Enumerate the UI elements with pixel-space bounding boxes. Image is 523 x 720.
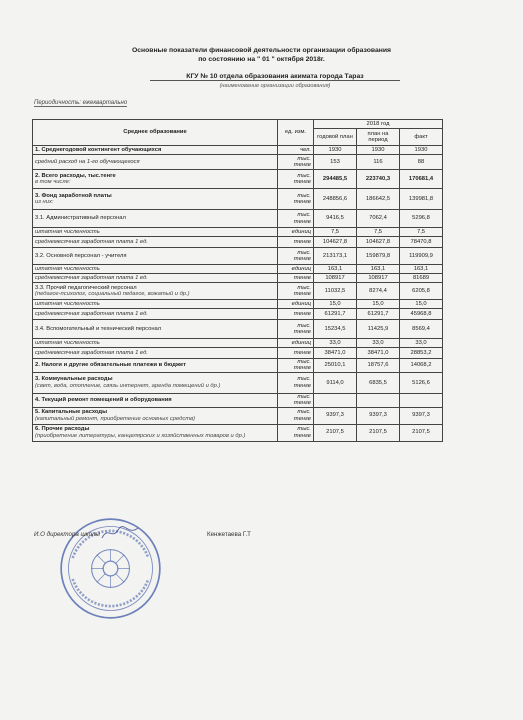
signature-scribble bbox=[100, 524, 140, 542]
row-value-v2: 18757,6 bbox=[357, 359, 400, 373]
table-row bbox=[33, 170, 443, 189]
table-row bbox=[33, 359, 443, 373]
header-year: 2018 год bbox=[314, 120, 443, 129]
row-label bbox=[33, 146, 278, 155]
row-value-v3: 33,0 bbox=[400, 339, 443, 348]
row-value-v3: 45968,8 bbox=[400, 309, 443, 320]
table-row bbox=[33, 348, 443, 359]
row-value-v3: 170681,4 bbox=[400, 170, 443, 189]
row-unit: тыс. тенге bbox=[278, 424, 314, 441]
row-label-note: (капитальный ремонт, приобретение основных средств) bbox=[35, 415, 196, 422]
row-value-v1: 11032,5 bbox=[314, 283, 357, 300]
header-annual-plan: годовой план bbox=[314, 129, 357, 146]
row-value-v2: 15,0 bbox=[357, 300, 400, 309]
row-value-v1: 9416,5 bbox=[314, 210, 357, 228]
row-value-v3: 2107,5 bbox=[400, 424, 443, 441]
row-label bbox=[33, 189, 278, 210]
table-row bbox=[33, 407, 443, 424]
row-value-v1: 15,0 bbox=[314, 300, 357, 309]
financial-table bbox=[32, 119, 443, 442]
table-row bbox=[33, 237, 443, 248]
table-row bbox=[33, 309, 443, 320]
periodicity-label: Периодичность: ежеквартально bbox=[34, 100, 128, 106]
table-row bbox=[33, 146, 443, 155]
row-label-text: 3.4. Вспомогательный и технический персонал bbox=[35, 325, 162, 332]
row-value-v2: 223740,3 bbox=[357, 170, 400, 189]
row-value-v1: 9114,0 bbox=[314, 372, 357, 393]
table-row bbox=[33, 265, 443, 274]
row-label bbox=[33, 309, 278, 320]
row-label-note: (свет, вода, отопление, связь интернет, аренда помещений и др.) bbox=[35, 382, 221, 389]
row-value-v1: 15234,5 bbox=[314, 320, 357, 339]
table-row bbox=[33, 320, 443, 339]
row-unit: тенге bbox=[278, 237, 314, 248]
row-unit: тыс. тенге bbox=[278, 170, 314, 189]
row-label bbox=[33, 348, 278, 359]
row-value-v2 bbox=[357, 393, 400, 407]
row-value-v3: 8569,4 bbox=[400, 320, 443, 339]
row-value-v1: 7,5 bbox=[314, 228, 357, 237]
row-label bbox=[33, 248, 278, 265]
row-value-v3: 28853,2 bbox=[400, 348, 443, 359]
row-label-text: среднемесячная заработная плата 1 ед. bbox=[35, 310, 148, 317]
table-row bbox=[33, 283, 443, 300]
table-row bbox=[33, 155, 443, 170]
header-name: Среднее образование bbox=[33, 120, 278, 146]
row-value-v3: 81689 bbox=[400, 274, 443, 283]
row-label bbox=[33, 283, 278, 300]
row-value-v2: 11425,9 bbox=[357, 320, 400, 339]
row-value-v2: 104627,8 bbox=[357, 237, 400, 248]
row-label bbox=[33, 170, 278, 189]
row-value-v2: 9397,3 bbox=[357, 407, 400, 424]
row-label bbox=[33, 274, 278, 283]
row-label bbox=[33, 320, 278, 339]
row-unit: тенге bbox=[278, 348, 314, 359]
row-label-text: штатная численность bbox=[35, 265, 100, 272]
row-label bbox=[33, 237, 278, 248]
row-label-text: 3. Коммунальные расходы bbox=[35, 376, 113, 383]
table-row bbox=[33, 274, 443, 283]
row-label-text: 3.1. Административный персонал bbox=[35, 215, 126, 222]
document-title-line1: Основные показатели финансовой деятельности организации образования bbox=[131, 47, 392, 54]
row-value-v2: 159879,8 bbox=[357, 248, 400, 265]
row-value-v1: 25010,1 bbox=[314, 359, 357, 373]
row-label bbox=[33, 407, 278, 424]
header-unit: ед. изм. bbox=[278, 120, 314, 146]
document-title-line2: по состоянию на " 01 " октября 2018г. bbox=[198, 56, 325, 63]
row-label bbox=[33, 155, 278, 170]
row-value-v3: 1930 bbox=[400, 146, 443, 155]
row-label-text: средний расход на 1-го обучающегося bbox=[35, 158, 140, 165]
row-value-v3: 9397,3 bbox=[400, 407, 443, 424]
row-value-v3: 14068,2 bbox=[400, 359, 443, 373]
row-value-v1: 38471,0 bbox=[314, 348, 357, 359]
row-value-v3: 78470,8 bbox=[400, 237, 443, 248]
row-label-text: штатная численность bbox=[35, 228, 100, 235]
row-label-text: 1. Среднегодовой контингент обучающихся bbox=[35, 146, 162, 153]
row-value-v1: 108917 bbox=[314, 274, 357, 283]
row-value-v2: 108917 bbox=[357, 274, 400, 283]
row-value-v1: 104627,8 bbox=[314, 237, 357, 248]
row-unit: единиц bbox=[278, 265, 314, 274]
row-value-v2: 7,5 bbox=[357, 228, 400, 237]
signature-label: И.О директора школы bbox=[34, 531, 100, 538]
row-unit: тыс. тенге bbox=[278, 248, 314, 265]
table-row bbox=[33, 393, 443, 407]
row-value-v1: 61291,7 bbox=[314, 309, 357, 320]
row-value-v3: 6205,8 bbox=[400, 283, 443, 300]
row-value-v3: 139981,8 bbox=[400, 189, 443, 210]
row-label-text: среднемесячная заработная плата 1 ед. bbox=[35, 349, 148, 356]
row-label-text: 2. Налоги и другие обязательные платежи в бюджет bbox=[35, 362, 187, 369]
row-unit: тыс. тенге bbox=[278, 283, 314, 300]
row-value-v2: 1930 bbox=[357, 146, 400, 155]
row-label bbox=[33, 372, 278, 393]
header-fact: факт bbox=[400, 129, 443, 146]
signer-name: Кенжетаева Г.Т bbox=[207, 531, 251, 538]
table-row bbox=[33, 300, 443, 309]
row-label bbox=[33, 300, 278, 309]
row-label-note: из них: bbox=[35, 199, 54, 205]
row-label-text: штатная численность bbox=[35, 339, 100, 346]
organization-name: КГУ № 10 отдела образования акимата города Тараз bbox=[150, 73, 400, 81]
row-unit: единиц bbox=[278, 300, 314, 309]
row-unit: тыс. тенге bbox=[278, 407, 314, 424]
row-value-v2: 61291,7 bbox=[357, 309, 400, 320]
row-value-v2: 2107,5 bbox=[357, 424, 400, 441]
row-label-text: среднемесячная заработная плата 1 ед. bbox=[35, 238, 148, 245]
row-value-v1: 9397,3 bbox=[314, 407, 357, 424]
row-unit: тыс. тенге bbox=[278, 155, 314, 170]
row-value-v3: 15,0 bbox=[400, 300, 443, 309]
table-row bbox=[33, 339, 443, 348]
row-label bbox=[33, 359, 278, 373]
row-value-v2: 116 bbox=[357, 155, 400, 170]
row-value-v3 bbox=[400, 393, 443, 407]
row-value-v3: 163,1 bbox=[400, 265, 443, 274]
row-label-text: 3.2. Основной персонал - учителя bbox=[35, 252, 127, 259]
row-value-v1: 248856,6 bbox=[314, 189, 357, 210]
row-unit: тенге bbox=[278, 309, 314, 320]
row-label-text: 5. Капитальные расходы bbox=[35, 409, 108, 416]
table-row bbox=[33, 210, 443, 228]
table-row bbox=[33, 372, 443, 393]
header-period-plan: план на период bbox=[357, 129, 400, 146]
row-label-note: в том числе: bbox=[35, 179, 71, 185]
row-unit: единиц bbox=[278, 339, 314, 348]
row-unit: тыс. тенге bbox=[278, 393, 314, 407]
row-unit: чел. bbox=[278, 146, 314, 155]
row-label-text: 6. Прочие расходы bbox=[35, 426, 90, 433]
row-unit: единиц bbox=[278, 228, 314, 237]
row-unit: тыс. тенге bbox=[278, 372, 314, 393]
row-label-text: 3.3. Прочий педагогический персонал bbox=[35, 284, 137, 291]
row-value-v1: 213173,1 bbox=[314, 248, 357, 265]
row-label bbox=[33, 228, 278, 237]
row-unit: тыс. тенге bbox=[278, 189, 314, 210]
table-row bbox=[33, 424, 443, 441]
row-value-v2: 33,0 bbox=[357, 339, 400, 348]
row-label bbox=[33, 424, 278, 441]
row-label-text: 4. Текущий ремонт помещений и оборудования bbox=[35, 397, 172, 404]
table-row bbox=[33, 189, 443, 210]
organization-caption: (наименование организации образования) bbox=[219, 83, 331, 89]
row-unit: тыс. тенге bbox=[278, 359, 314, 373]
row-value-v3: 5296,8 bbox=[400, 210, 443, 228]
row-label-note: (педагог-психолог, социальный педагог, вожатый и др.) bbox=[35, 291, 190, 297]
row-value-v3: 119909,9 bbox=[400, 248, 443, 265]
table-row bbox=[33, 228, 443, 237]
row-label bbox=[33, 339, 278, 348]
row-value-v1: 294485,5 bbox=[314, 170, 357, 189]
row-value-v2: 38471,0 bbox=[357, 348, 400, 359]
row-value-v3: 88 bbox=[400, 155, 443, 170]
row-label-text: штатная численность bbox=[35, 300, 100, 307]
row-unit: тенге bbox=[278, 274, 314, 283]
row-unit: тыс. тенге bbox=[278, 320, 314, 339]
row-value-v1: 153 bbox=[314, 155, 357, 170]
row-label-text: 2. Всего расходы, тыс.тенге bbox=[35, 172, 116, 179]
row-value-v1 bbox=[314, 393, 357, 407]
row-value-v2: 6835,5 bbox=[357, 372, 400, 393]
row-label-text: среднемесячная заработная плата 1 ед. bbox=[35, 274, 148, 281]
row-label bbox=[33, 393, 278, 407]
row-unit: тыс. тенге bbox=[278, 210, 314, 228]
row-value-v2: 8274,4 bbox=[357, 283, 400, 300]
row-value-v1: 33,0 bbox=[314, 339, 357, 348]
row-value-v1: 1930 bbox=[314, 146, 357, 155]
row-label bbox=[33, 210, 278, 228]
row-value-v2: 163,1 bbox=[357, 265, 400, 274]
row-value-v1: 2107,5 bbox=[314, 424, 357, 441]
row-value-v2: 7062,4 bbox=[357, 210, 400, 228]
row-value-v1: 163,1 bbox=[314, 265, 357, 274]
row-value-v3: 7,5 bbox=[400, 228, 443, 237]
row-label-text: 3. Фонд заработной платы bbox=[35, 192, 112, 199]
row-value-v2: 186642,5 bbox=[357, 189, 400, 210]
row-label-note: (приобретение литературы, канцелярских и хозяйственных товаров и др.) bbox=[35, 432, 246, 439]
table-row bbox=[33, 248, 443, 265]
row-label bbox=[33, 265, 278, 274]
row-value-v3: 5126,6 bbox=[400, 372, 443, 393]
